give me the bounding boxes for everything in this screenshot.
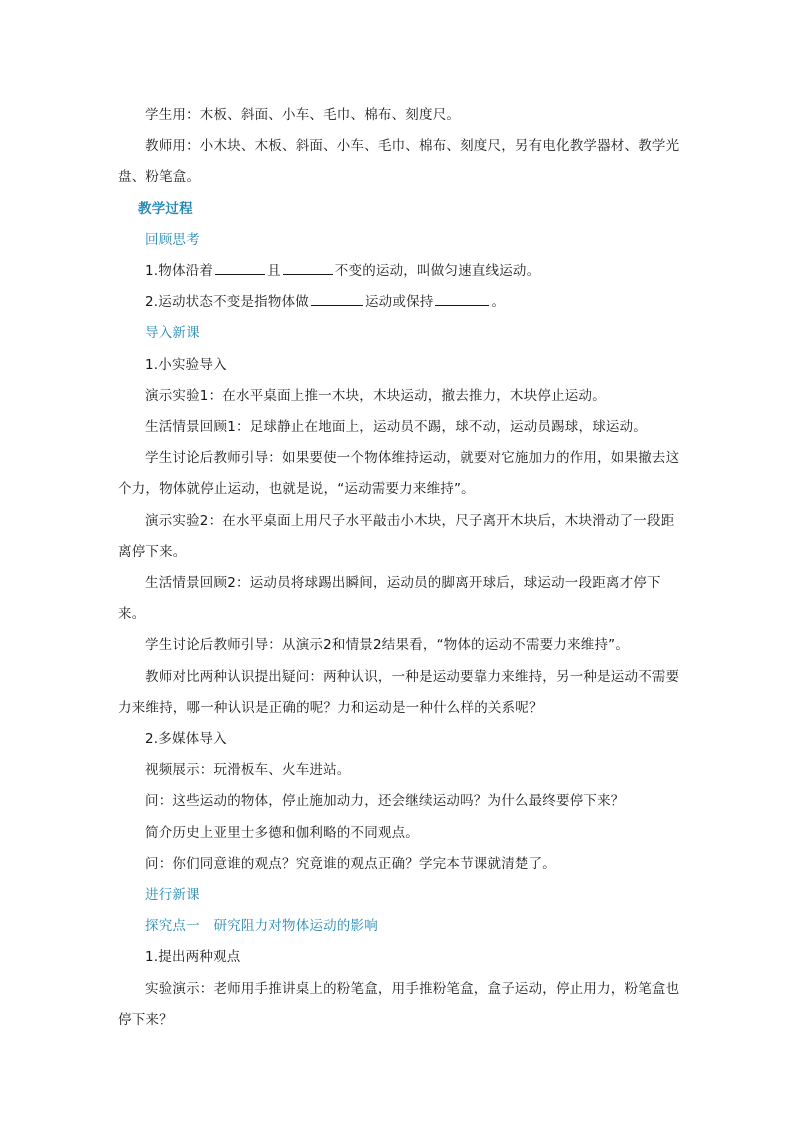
teacher-compare: 教师对比两种认识提出疑问：两种认识，一种是运动要靠力来维持，另一种是运动不需要力来维持，哪一种认识是正确的呢？力和运动是一种什么样的关系呢？ bbox=[118, 668, 680, 716]
teacher-guide-1: 学生讨论后教师引导：如果要使一个物体维持运动，就要对它施加力的作用，如果撤去这个力，物体就停止运动，也就是说，“运动需要力来维持”。 bbox=[118, 450, 680, 498]
step-multimedia: 2.多媒体导入 bbox=[145, 731, 227, 748]
subheading-review: 回顾思考 bbox=[145, 231, 200, 248]
section-heading-teaching-process: 教学过程 bbox=[138, 200, 193, 217]
life-scene-1: 生活情景回顾1：足球静止在地面上，运动员不踢，球不动，运动员踢球，球运动。 bbox=[145, 419, 647, 436]
experiment-demo: 实验演示：老师用手推讲桌上的粉笔盒，用手推粉笔盒，盒子运动，停止用力，粉笔盒也停下来？ bbox=[118, 980, 680, 1028]
teacher-guide-2: 学生讨论后教师引导：从演示2和情景2结果看，“物体的运动不需要力来维持”。 bbox=[145, 637, 630, 654]
demo-experiment-2: 演示实验2：在水平桌面上用尺子水平敲击小木块，尺子离开木块后，木块滑动了一段距离停下来。 bbox=[118, 512, 675, 560]
demo-experiment-1: 演示实验1：在水平桌面上推一木块，木块运动，撤去推力，木块停止运动。 bbox=[145, 387, 606, 404]
review-question-1: 1.物体沿着 且 不变的运动，叫做匀速直线运动。 bbox=[118, 256, 680, 287]
history-intro: 简介历史上亚里士多德和伽利略的不同观点。 bbox=[145, 824, 419, 841]
lesson-content bbox=[118, 100, 680, 1036]
subheading-new-lesson: 进行新课 bbox=[145, 887, 200, 904]
fill-blank bbox=[215, 260, 265, 275]
step-small-experiment: 1.小实验导入 bbox=[145, 356, 227, 373]
teacher-materials: 教师用：小木块、木板、斜面、小车、毛巾、棉布、刻度尺，另有电化教学器材、教学光盘、粉笔盒。 bbox=[118, 138, 680, 186]
inquiry-point-1: 探究点一 研究阻力对物体运动的影响 bbox=[145, 918, 378, 935]
step-two-views: 1.提出两种观点 bbox=[145, 949, 241, 966]
question-1: 问：这些运动的物体，停止施加动力，还会继续运动吗？为什么最终要停下来？ bbox=[145, 793, 625, 810]
subheading-introduction: 导入新课 bbox=[145, 325, 200, 342]
question-2: 问：你们同意谁的观点？究竟谁的观点正确？学完本节课就清楚了。 bbox=[145, 855, 556, 872]
fill-blank bbox=[435, 291, 489, 306]
review-question-2: 2.运动状态不变是指物体做 运动或保持 。 bbox=[118, 287, 680, 318]
fill-blank bbox=[311, 291, 363, 306]
video-show: 视频展示：玩滑板车、火车进站。 bbox=[145, 762, 351, 779]
student-materials: 学生用：木板、斜面、小车、毛巾、棉布、刻度尺。 bbox=[145, 107, 461, 123]
life-scene-2: 生活情景回顾2：运动员将球踢出瞬间，运动员的脚离开球后，球运动一段距离才停下来。 bbox=[118, 575, 661, 623]
fill-blank bbox=[283, 260, 333, 275]
